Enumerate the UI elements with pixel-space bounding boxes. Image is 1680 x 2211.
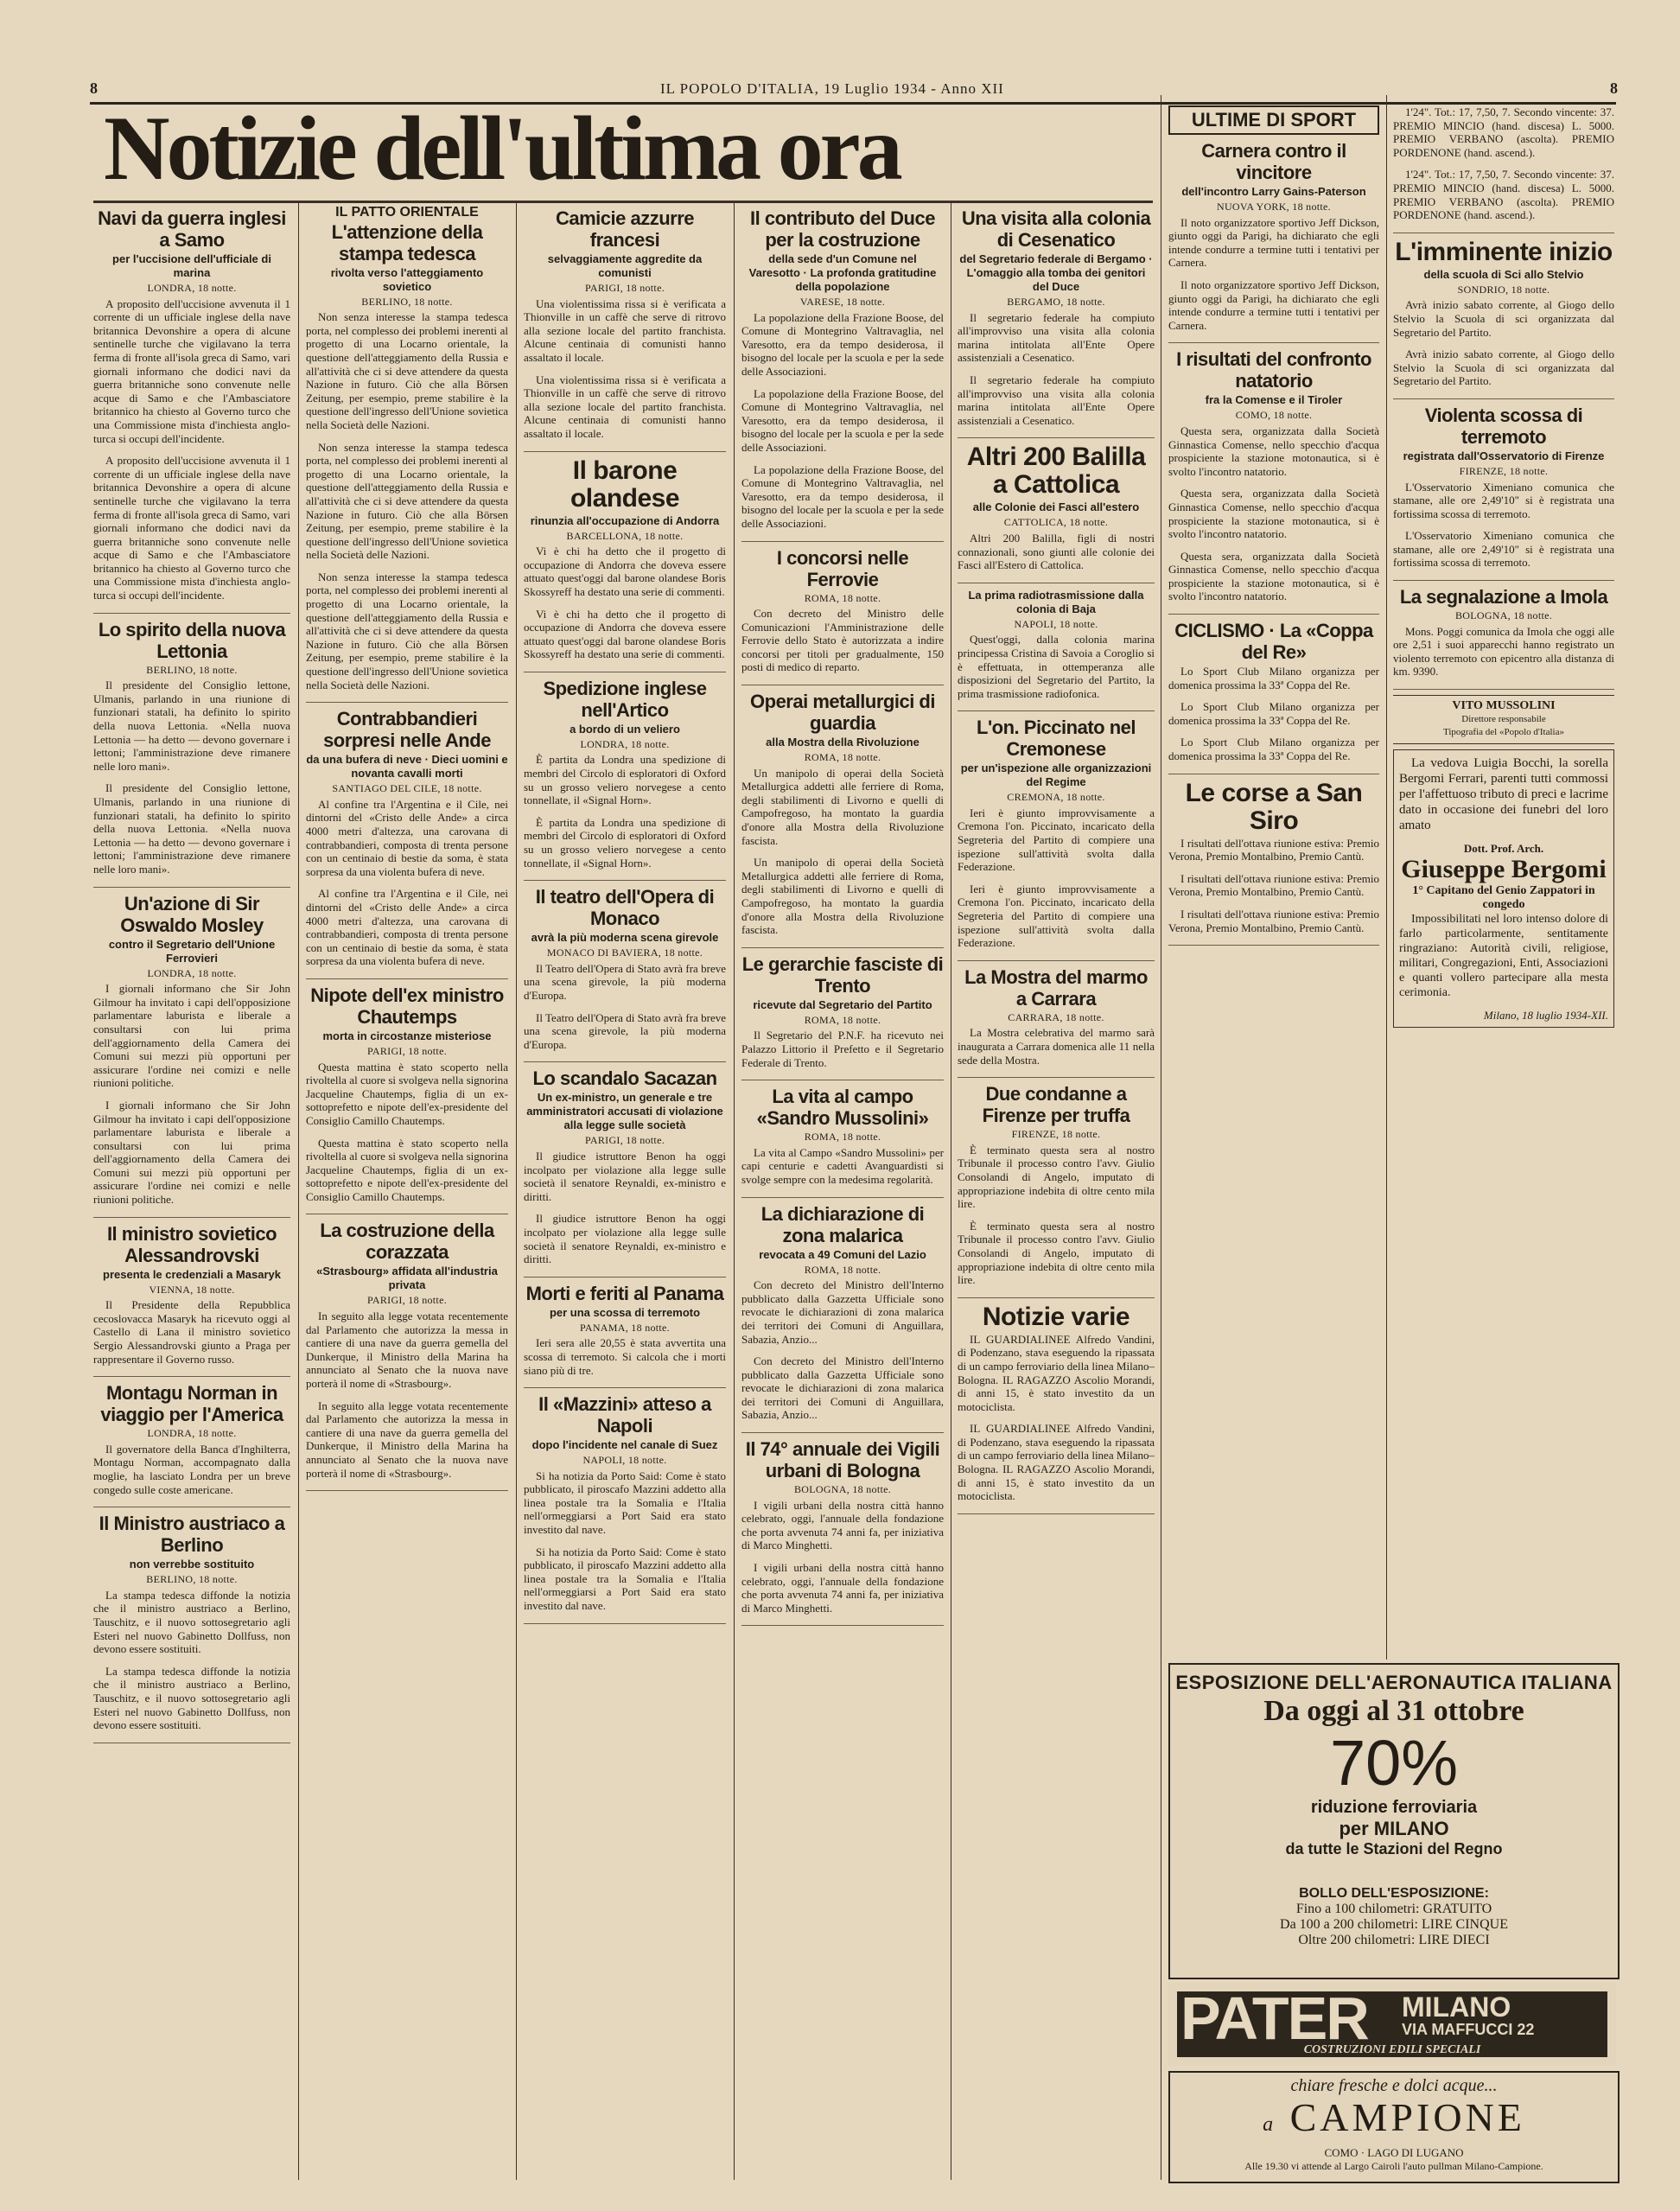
funeral-notice [1393, 749, 1614, 1028]
article [741, 547, 944, 686]
notice-intro: La vedova Luigia Bocchi, la sorella Bergomi Ferrari, parenti tutti commossi per l'affettuoso tributo di preci e lacrime dato in occasione dei funebri del loro amato [1399, 755, 1608, 832]
article [1168, 620, 1379, 774]
article-subtitle: da una bufera di neve · Dieci uomini e novanta cavalli morti [306, 753, 508, 781]
article-body: Con decreto del Ministro delle Comunicazioni l'Amministrazione delle Ferrovie dello Stato è autorizzata a indire concorsi per titoli per gradualmente, 150 posti di medico di reparto. [741, 607, 944, 674]
article [524, 1393, 726, 1624]
article-body: Non senza interesse la stampa tedesca porta, nel complesso dei problemi inerenti al progetto di una Locarno orientale, la questione dell'atteggiamento della Russia e all'attività che ci si deve attendere da questa Nazione in futuro. Ciò che alla Börsen Zeitung, per esempio, preme stabilire è la questione dell'ingresso dell'Unione sovietica nella Società delle Nazioni. [306, 440, 508, 562]
article-body: Si ha notizia da Porto Said: Come è stato pubblicato, il piroscafo Mazzini addetto alla linea postale tra la Somalia e l'Italia nell'ormeggiarsi a Port Said era stato investito dal nave. [524, 1469, 726, 1537]
article [524, 457, 726, 672]
article-body: Vi è chi ha detto che il progetto di occupazione di Andorra che doveva essere attuato quest'oggi dal barone olandese Boris Skossyreff ha destato una serie di commenti. [524, 607, 726, 661]
article [958, 717, 1155, 961]
article-title: L'on. Piccinato nel Cremonese [977, 717, 1136, 761]
article-title: Operai metallurgici di guardia [750, 691, 935, 735]
article-title: La vita al campo «Sandro Mussolini» [756, 1086, 929, 1130]
banner-headline: Notizie dell'ultima ora [104, 98, 900, 199]
article-dateline: BERLINO, 18 notte. [146, 1573, 238, 1586]
article-dateline: PARIGI, 18 notte. [367, 1044, 447, 1057]
ad-expo-title: ESPOSIZIONE DELL'AERONAUTICA ITALIANA [1175, 1672, 1613, 1693]
masthead: IL POPOLO D'ITALIA, 19 Luglio 1934 - Anno XII [660, 80, 1004, 97]
article-body: È partita da Londra una spedizione di membri del Circolo di esploratori di Oxford su un grosso veliero norvegese a cento tonnellate, il «Signal Horn». [524, 753, 726, 807]
notice-title: Dott. Prof. Arch. [1463, 841, 1544, 855]
ad-campione [1168, 2071, 1620, 2183]
article [524, 886, 726, 1062]
article-title: Navi da guerra inglesi a Samo [98, 207, 286, 251]
notice-role: 1° Capitano del Genio Zappatori in congedo [1412, 884, 1595, 911]
article-title: Camicie azzurre francesi [555, 207, 695, 251]
article-body: Non senza interesse la stampa tedesca porta, nel complesso dei problemi inerenti al progetto di una Locarno orientale, la questione dell'atteggiamento della Russia e all'attività che ci si deve attendere da questa Nazione in futuro. Ciò che alla Börsen Zeitung, per esempio, preme stabilire è la questione dell'ingresso dell'Unione sovietica nella Società delle Nazioni. [306, 310, 508, 431]
article-body: Questa mattina è stato scoperto nella rivoltella al cuore si svolgeva nella signorina Jacqueline Chautemps, figlia di un ex-sottoprefetto e nipote dell'ex-presidente del Consiglio Camillo Chautemps. [306, 1060, 508, 1127]
article-body: Con decreto del Ministro dell'Interno pubblicato dalla Gazzetta Ufficiale sono revocate le dichiarazioni di zona malarica dei territori dei Comuni di Anguillara, Sabazia, Anzio... [741, 1354, 944, 1422]
article-title: Il 74° annuale dei Vigili urbani di Bologna [745, 1438, 940, 1482]
article-body: Lo Sport Club Milano organizza per domenica prossima la 33ª Coppa del Re. [1168, 700, 1379, 727]
ad-expo-line3: da tutte le Stazioni del Regno [1285, 1840, 1503, 1857]
article-title: Il barone olandese [570, 456, 680, 513]
article-dateline: PANAMA, 18 notte. [579, 1321, 670, 1334]
article-subtitle: «Strasbourg» affidata all'industria privata [316, 1265, 498, 1292]
article-subtitle: per un'ispezione alle organizzazioni del Regime [960, 761, 1152, 789]
ad-expo-line1: riduzione ferroviaria [1310, 1798, 1478, 1817]
article-body: È partita da Londra una spedizione di membri del Circolo di esploratori di Oxford su un grosso veliero norvegese a cento tonnellate, il «Signal Horn». [524, 815, 726, 870]
ad-aeronautica [1168, 1663, 1620, 1883]
article-subtitle: dopo l'incidente nel canale di Suez [531, 1438, 718, 1452]
page-number: 8 [90, 80, 98, 97]
article-dateline: NUOVA YORK, 18 notte. [1217, 201, 1331, 213]
article-dateline: FIRENZE, 18 notte. [1459, 464, 1549, 477]
article-title: Altri 200 Balilla a Cattolica [966, 443, 1146, 500]
article-dateline: SANTIAGO DEL CILE, 18 notte. [332, 782, 482, 795]
article [93, 619, 290, 888]
article [93, 1382, 290, 1507]
article [306, 206, 508, 703]
article-dateline: PARIGI, 18 notte. [585, 282, 665, 294]
article-title: Lo scandalo Sacazan [532, 1067, 717, 1090]
article-body: IL GUARDIALINEE Alfredo Vandini, di Podenzano, stava eseguendo la ripassata di un campo ferroviario della linea Milano–Bologna. IL RAGAZZO Ascolio Morandi, di anni 15, è stato investito da un motociclista. [958, 1422, 1155, 1503]
signature-box [1393, 695, 1614, 744]
director-name: VITO MUSSOLINI [1452, 699, 1556, 713]
article-body: Si ha notizia da Porto Said: Come è stato pubblicato, il piroscafo Mazzini addetto alla linea postale tra la Somalia e l'Italia nell'ormeggiarsi a Port Said era stato investito dal nave. [524, 1545, 726, 1613]
article-dateline: CARRARA, 18 notte. [1008, 1010, 1104, 1023]
ad-expo-percent: 70% [1329, 1727, 1459, 1799]
ad-expo-b3: Oltre 200 chilometri: LIRE DIECI [1298, 1933, 1490, 1947]
article-body: I vigili urbani della nostra città hanno celebrato, oggi, l'annuale della fondazione che porta avvenuta 74 anni fa, per iniziativa di Marco Minghetti. [741, 1498, 944, 1552]
article-title: La Mostra del marmo a Carrara [964, 965, 1148, 1010]
article [524, 678, 726, 881]
article-body: Con decreto del Ministro dell'Interno pubblicato dalla Gazzetta Ufficiale sono revocate le dichiarazioni di zona malarica dei territori dei Comuni di Anguillara, Sabazia, Anzio... [741, 1278, 944, 1346]
article-body: I risultati dell'ottava riunione estiva: Premio Verona, Premio Montalbino, Premio Cantù. [1168, 836, 1379, 863]
article-kicker: IL PATTO ORIENTALE [335, 206, 479, 220]
article-dateline: ROMA, 18 notte. [804, 1013, 881, 1026]
article-dateline: NAPOLI, 18 notte. [582, 1454, 667, 1467]
article-body: Ieri è giunto improvvisamente a Cremona l'on. Piccinato, incaricato della Segreteria del Partito di compiere una ispezione sull'attività svolta dalla Federazione. [958, 806, 1155, 874]
article-body: Avrà inizio sabato corrente, al Giogo dello Stelvio la Scuola di sci organizzata dal Segretario del Partito. [1393, 347, 1614, 388]
article-dateline: LONDRA, 18 notte. [147, 966, 237, 979]
article-body: Una violentissima rissa si è verificata a Thionville in un caffè che serve di ritrovo alla sezione locale del partito franchista. Alcune centinaia di comunisti hanno assaltato il locale. [524, 296, 726, 364]
article-title: Carnera contro il vincitore [1201, 140, 1346, 183]
article [1393, 405, 1614, 581]
article-dateline: CREMONA, 18 notte. [1007, 791, 1105, 804]
article [93, 1513, 290, 1743]
notice-name: Giuseppe Bergomi [1401, 855, 1607, 884]
article [306, 1220, 508, 1491]
article-body: Il Teatro dell'Opera di Stato avrà fra breve una scena girevole, la più moderna d'Europa. [524, 1010, 726, 1051]
article-title: Lo spirito della nuova Lettonia [98, 618, 286, 662]
article-body: IL GUARDIALINEE Alfredo Vandini, di Podenzano, stava eseguendo la ripassata di un campo ferroviario della linea Milano–Bologna. IL RAGAZZO Ascolio Morandi, di anni 15, è stato investito da un motociclista. [958, 1332, 1155, 1413]
article-dateline: PARIGI, 18 notte. [585, 1134, 665, 1147]
article [1393, 239, 1614, 399]
article-body: Questa mattina è stato scoperto nella rivoltella al cuore si svolgeva nella signorina Jacqueline Chautemps, figlia di un ex-sottoprefetto e nipote dell'ex-presidente del Consiglio Camillo Chautemps. [306, 1136, 508, 1203]
article-body: I giornali informano che Sir John Gilmour ha invitato i capi dell'opposizione parlamentare laburista e liberale a consultarsi con lui prima dell'aggiornamento della Camera dei Comuni sui mezzi più opportuni per assicurare l'ordine nei comizi e nelle riunioni politiche. [93, 1098, 290, 1207]
article-body: La stampa tedesca diffonde la notizia che il ministro austriaco a Berlino, Tauschitz, e il nuovo sottosegretario agli Esteri nel nuovo Gabinetto Dollfuss, non devono essere sostituiti. [93, 1588, 290, 1656]
article-body: Il Teatro dell'Opera di Stato avrà fra breve una scena girevole, la più moderna d'Europa. [524, 961, 726, 1002]
article-dateline: LONDRA, 18 notte. [147, 1427, 237, 1440]
article-title: La segnalazione a Imola [1399, 586, 1608, 609]
article-dateline: SONDRIO, 18 notte. [1457, 283, 1550, 296]
article [524, 1283, 726, 1388]
article-subtitle: selvaggiamente aggredite da comunisti [547, 252, 703, 279]
ad-pater [1168, 1983, 1616, 2066]
article-subtitle: dell'incontro Larry Gains-Paterson [1181, 185, 1366, 198]
ad-pater-city: MILANO [1402, 1991, 1511, 2023]
article-body: Avrà inizio sabato corrente, al Giogo dello Stelvio la Scuola di sci organizzata dal Segretario del Partito. [1393, 298, 1614, 339]
article-subtitle: ricevute dal Segretario del Partito [753, 997, 932, 1011]
article [306, 984, 508, 1215]
ad-pater-brand: PATER [1180, 1985, 1368, 2052]
article-body: Vi è chi ha detto che il progetto di occupazione di Andorra che doveva essere attuato quest'oggi dal barone olandese Boris Skossyreff ha destato una serie di commenti. [524, 545, 726, 598]
article [93, 1223, 290, 1378]
article-body: In seguito alla legge votata recentemente dal Parlamento che autorizza la messa in cantiere di una nave da guerra gemella del Dunkerque, il Ministro della Marina ha annunciato al Senato che la nuova nave porterà il nome di «Strasbourg». [306, 1309, 508, 1391]
article-title: Le gerarchie fasciste di Trento [741, 953, 944, 997]
article-body: Il segretario federale ha compiuto all'improvviso una visita alla colonia marina intitolata all'Ente Opere assistenziali a Cesenatico. [958, 373, 1155, 427]
article-dateline: BOLOGNA, 18 notte. [793, 1483, 892, 1496]
article-dateline: BARCELLONA, 18 notte. [566, 529, 684, 542]
article-title: Violenta scossa di terremoto [1424, 404, 1583, 448]
article [93, 207, 290, 614]
printer-name: Tipografia del «Popolo d'Italia» [1443, 727, 1564, 738]
article-title: CICLISMO · La «Coppa del Re» [1174, 620, 1373, 664]
article-body: Il Segretario del P.N.F. ha ricevuto nei Palazzo Littorio il Prefetto e il Segretario Federale di Trento. [741, 1029, 944, 1069]
article [741, 1203, 944, 1434]
article-body: I risultati dell'ottava riunione estiva: Premio Verona, Premio Montalbino, Premio Cantù. [1168, 908, 1379, 934]
article-title: I concorsi nelle Ferrovie [776, 546, 909, 590]
article-dateline: LONDRA, 18 notte. [580, 737, 670, 750]
article [741, 691, 944, 948]
article-title: Il contributo del Duce per la costruzione [750, 207, 935, 251]
article-subtitle: rivolta verso l'atteggiamento sovietico [330, 265, 484, 293]
article-body: Mons. Poggi comunica da Imola che oggi alle ore 2,51 i suoi apparecchi hanno registrato un violento terremoto con epicentro alla distanza di km. 9390. [1393, 624, 1614, 679]
article-dateline: NAPOLI, 18 notte. [1014, 617, 1098, 630]
article-subtitle: alle Colonie dei Fasci all'estero [972, 500, 1140, 514]
article-subtitle: morta in circostanze misteriose [322, 1029, 492, 1042]
article-title: Nipote dell'ex ministro Chautemps [310, 984, 504, 1028]
article [741, 207, 944, 542]
article-subtitle: della sede d'un Comune nel Varesotto · La profonda gratitudine della popolazione [748, 252, 937, 293]
ad-aeronautica-bollo [1168, 1881, 1620, 1979]
article-title: Il teatro dell'Opera di Monaco [535, 886, 715, 930]
article-body: L'Osservatorio Ximeniano comunica che stamane, alle ore 2,49'10" si è registrata una fortissima scossa di terremoto. [1393, 529, 1614, 570]
article-body: La popolazione della Frazione Boose, del Comune di Montegrino Valtravaglia, nel Varesotto, era da tempo desiderosa, il bisogno del locale per la scuola e per la sede delle Associazioni. [741, 310, 944, 378]
ad-expo-bollo: BOLLO DELL'ESPOSIZIONE: [1299, 1886, 1489, 1901]
banner-rule [93, 201, 1153, 203]
article-body: La popolazione della Frazione Boose, del Comune di Montegrino Valtravaglia, nel Varesotto, era da tempo desiderosa, il bisogno del locale per la scuola e per la sede delle Associazioni. [741, 386, 944, 454]
article-subtitle: presenta le credenziali a Masaryk [103, 1267, 281, 1281]
ad-expo-dates: Da oggi al 31 ottobre [1263, 1695, 1524, 1727]
column-4 [741, 206, 944, 2176]
article-body: Il segretario federale ha compiuto all'improvviso una visita alla colonia marina intitolata all'Ente Opere assistenziali a Cesenatico. [958, 310, 1155, 365]
article [958, 1303, 1155, 1514]
article-subtitle: contro il Segretario dell'Unione Ferrovieri [108, 937, 276, 965]
article-title: Una visita alla colonia di Cesenatico [961, 207, 1151, 251]
ad-campione-place: COMO · LAGO DI LUGANO [1324, 2146, 1464, 2159]
article-title: Le corse a San Siro [1185, 778, 1363, 835]
article-body: È terminato questa sera al nostro Tribunale il processo contro l'avv. Giulio Consolandi di Angelo, imputato di appropriazione indebita di oltre cento mila lire. [958, 1219, 1155, 1287]
article-body: Ieri sera alle 20,55 è stata avvertita una scossa di terremoto. Si calcola che i morti siano più di tre. [524, 1336, 726, 1377]
article-title: La prima radiotrasmissione dalla colonia di Baja [968, 588, 1144, 615]
article-body: I risultati dell'ottava riunione estiva: Premio Verona, Premio Montalbino, Premio Cantù. [1168, 871, 1379, 899]
ad-pater-street: VIA MAFFUCCI 22 [1402, 2021, 1535, 2038]
article [958, 207, 1155, 438]
page-number-right: 8 [1610, 80, 1618, 97]
article-body: Non senza interesse la stampa tedesca porta, nel complesso dei problemi inerenti al progetto di una Locarno orientale, la questione dell'atteggiamento della Russia e all'attività che ci si deve attendere da questa Nazione in futuro. Ciò che alla Börsen Zeitung, per esempio, preme stabilire è la questione dell'ingresso dell'Unione sovietica nella Società delle Nazioni. [306, 570, 508, 691]
article-dateline: CATTOLICA, 18 notte. [1003, 516, 1109, 529]
article-body: Il noto organizzatore sportivo Jeff Dickson, giunto oggi da Parigi, ha dichiarato che egli intende condurre a termine tutti i tentativi per Carnera. [1168, 215, 1379, 270]
article-body: I vigili urbani della nostra città hanno celebrato, oggi, l'annuale della fondazione che porta avvenuta 74 anni fa, per iniziativa di Marco Minghetti. [741, 1561, 944, 1615]
article-body: Il presidente del Consiglio lettone, Ulmanis, parlando in una riunione di funzionari statali, ha definito lo spirito della nuova Lettonia. «Nella nuova Lettonia — ha detto — devono governare i lettoni; l'amministrazione deve rimanere nelle loro mani». [93, 679, 290, 773]
sport-column [1168, 105, 1379, 1653]
column-rule [734, 201, 735, 2180]
article-subtitle: rinunzia all'occupazione di Andorra [530, 513, 720, 527]
article-body: Al confine tra l'Argentina e il Cile, nei dintorni del «Cristo delle Ande» a circa 4000 metri d'altezza, una carovana di contrabbandieri, composta di trenta persone con un centinaio di bestie da soma, è stata sorpresa da una violenta bufera di neve. [306, 797, 508, 878]
article-dateline: VARESE, 18 notte. [799, 296, 886, 308]
article-subtitle: avrà la più moderna scena girevole [531, 931, 719, 945]
article-subtitle: Un ex-ministro, un generale e tre amministratori accusati di violazione alla legge sulle società [526, 1091, 723, 1132]
column-rule [298, 201, 299, 2180]
article-body: 1'24". Tot.: 17, 7,50, 7. Secondo vincente: 37. PREMIO MINCIO (hand. discesa) L. 5000. PREMIO VERBANO (ascolta). PREMIO PORDENONE (hand. ascend.). [1393, 105, 1614, 159]
article-subtitle: alla Mostra della Rivoluzione [766, 736, 920, 749]
article-subtitle: non verrebbe sostituito [129, 1558, 255, 1571]
article-dateline: FIRENZE, 18 notte. [1011, 1128, 1101, 1141]
article-body: Ieri è giunto improvvisamente a Cremona l'on. Piccinato, incaricato della Segreteria del Partito di compiere una ispezione sull'attività svolta dalla Federazione. [958, 882, 1155, 950]
article [93, 893, 290, 1218]
article [306, 708, 508, 979]
article-title: La costruzione della corazzata [320, 1220, 494, 1264]
article-body: La popolazione della Frazione Boose, del Comune di Montegrino Valtravaglia, nel Varesotto, era da tempo desiderosa, il bisogno del locale per la scuola e per la sede delle Associazioni. [741, 462, 944, 530]
article-dateline: BOLOGNA, 18 notte. [1454, 609, 1553, 622]
article [741, 953, 944, 1080]
article-body: In seguito alla legge votata recentemente dal Parlamento che autorizza la messa in cantiere di una nave da guerra gemella del Dunkerque, il Ministro della Marina ha annunciato al Senato che la nuova nave porterà il nome di «Strasbourg». [306, 1399, 508, 1480]
article [1393, 105, 1614, 233]
ad-campione-name: a CAMPIONE [1263, 2095, 1525, 2139]
article-body: Lo Sport Club Milano organizza per domenica prossima la 33ª Coppa del Re. [1168, 736, 1379, 763]
article [1168, 780, 1379, 946]
article [524, 1067, 726, 1277]
article-body: Un manipolo di operai della Società Metallurgica addetti alle ferriere di Roma, degli stabilimenti di Livorno e quelli di Campofregoso, ha montato la guardia d'onore alla Mostra della Rivoluzione fascista. [741, 766, 944, 847]
article-dateline: ROMA, 18 notte. [804, 1263, 881, 1276]
article-subtitle: della scuola di Sci allo Stelvio [1423, 267, 1584, 281]
article-body: Il giudice istruttore Benon ha oggi incolpato per violazione alla legge sulle società il senatore Reynaldi, ex-ministro e diritti. [524, 1212, 726, 1266]
article-body: Il giudice istruttore Benon ha oggi incolpato per violazione alla legge sulle società il senatore Reynaldi, ex-ministro e diritti. [524, 1149, 726, 1203]
article-subtitle: del Segretario federale di Bergamo · L'omaggio alla tomba dei genitori del Duce [959, 252, 1153, 293]
article-title: Notizie varie [982, 1302, 1130, 1331]
ad-expo-b1: Fino a 100 chilometri: GRATUITO [1295, 1902, 1492, 1916]
article-subtitle: revocata a 49 Comuni del Lazio [759, 1247, 926, 1261]
article-body: Altri 200 Balilla, figli di nostri connazionali, sono giunti alle colonie dei Fasci all'Estero di Cattolica. [958, 531, 1155, 572]
article-title: La dichiarazione di zona malarica [760, 1202, 925, 1246]
column-rule [516, 201, 517, 2180]
article [1168, 140, 1379, 343]
article-subtitle: registrata dall'Osservatorio di Firenze [1403, 449, 1605, 462]
article-body: La Mostra celebrativa del marmo sarà inaugurata a Carrara domenica alle 11 nella sede della Mostra. [958, 1026, 1155, 1067]
article-dateline: ROMA, 18 notte. [804, 751, 881, 764]
article-dateline: LONDRA, 18 notte. [147, 282, 237, 294]
article-title: Contrabbandieri sorpresi nelle Ande [323, 708, 491, 752]
article-dateline: BERGAMO, 18 notte. [1007, 296, 1105, 308]
column-rule [1386, 95, 1387, 1660]
article-title: L'imminente inizio [1395, 237, 1613, 266]
article-body: 1'24". Tot.: 17, 7,50, 7. Secondo vincente: 37. PREMIO MINCIO (hand. discesa) L. 5000. PREMIO VERBANO (ascolta). PREMIO PORDENONE (hand. ascend.). [1393, 168, 1614, 222]
article-title: Il «Mazzini» atteso a Napoli [538, 1393, 711, 1437]
article-title: L'attenzione della stampa tedesca [331, 220, 483, 264]
sport-heading-box [1168, 105, 1379, 135]
article-subtitle: fra la Comense e il Tiroler [1205, 393, 1343, 407]
article-body: La vita al Campo «Sandro Mussolini» per capi centurie e cadetti Avanguardisti si svolge sempre con la medesima regolarità. [741, 1145, 944, 1186]
article [1393, 586, 1614, 690]
ad-pater-tag: COSTRUZIONI EDILI SPECIALI [1303, 2043, 1481, 2056]
column-7 [1393, 105, 1614, 1653]
article-body: A proposito dell'uccisione avvenuta il 1 corrente di un ufficiale inglese della nave britannica Devonshire a opera di alcune sentinelle turche che vigilavano la terra ferma di fronte all'isola greca di Samo, vari giornali informano che dodici navi da guerra britanniche sono convenute nelle acque di Samo e che l'Ambasciatore britannico ha chiesto al Governo turco che una Commissione mista d'inchiesta anglo-turca si occupi dell'incidente. [93, 454, 290, 602]
article-body: La stampa tedesca diffonde la notizia che il ministro austriaco a Berlino, Tauschitz, e il nuovo sottosegretario agli Esteri nel nuovo Gabinetto Dollfuss, non devono essere sostituiti. [93, 1664, 290, 1732]
article [524, 207, 726, 452]
article-title: Un'azione di Sir Oswaldo Mosley [120, 892, 264, 936]
article [958, 589, 1155, 712]
article [741, 1086, 944, 1197]
article-title: Il ministro sovietico Alessandrovski [106, 1222, 277, 1266]
article-body: Questa sera, organizzata dalla Società Ginnastica Comense, nello specchio d'acqua prospiciente la stazione motonautica, si è svolto l'incontro natatorio. [1168, 424, 1379, 478]
article-dateline: MONACO DI BAVIERA, 18 notte. [546, 946, 703, 959]
sport-heading: ULTIME DI SPORT [1191, 109, 1357, 131]
article-title: Montagu Norman in viaggio per l'America [100, 1382, 283, 1426]
article-title: Il Ministro austriaco a Berlino [99, 1513, 285, 1557]
notice-body: Impossibilitati nel loro intenso dolore di farlo particolarmente, sentitamente ringraziano: Autorità civili, religiose, militari, Congregazioni, Enti, Associazioni e quanti vollero partecipare alla mesta cerimonia. [1399, 912, 1608, 999]
ad-campione-bus: Alle 19.30 vi attende al Largo Cairoli l'auto pullman Milano-Campione. [1244, 2160, 1543, 2172]
director-role: Direttore responsabile [1461, 713, 1546, 724]
article-title: Morti e feriti al Panama [525, 1282, 724, 1304]
article-subtitle: per l'uccisione dell'ufficiale di marina [112, 252, 271, 279]
article-body: Lo Sport Club Milano organizza per domenica prossima la 33ª Coppa del Re. [1168, 665, 1379, 691]
notice-date: Milano, 18 luglio 1934-XII. [1483, 1008, 1608, 1022]
ad-expo-line2: per MILANO [1339, 1818, 1449, 1839]
ad-expo-b2: Da 100 a 200 chilometri: LIRE CINQUE [1280, 1917, 1508, 1932]
article [958, 966, 1155, 1078]
article-subtitle: per una scossa di terremoto [549, 1305, 701, 1319]
article-title: Due condanne a Firenze per truffa [982, 1083, 1130, 1127]
article-dateline: BERLINO, 18 notte. [146, 663, 238, 676]
article-body: Questa sera, organizzata dalla Società Ginnastica Comense, nello specchio d'acqua prospiciente la stazione motonautica, si è svolto l'incontro natatorio. [1168, 487, 1379, 541]
article-body: Il noto organizzatore sportivo Jeff Dickson, giunto oggi da Parigi, ha dichiarato che egli intende condurre a termine tutti i tentativi per Carnera. [1168, 277, 1379, 332]
column-2 [306, 206, 508, 2176]
article [958, 443, 1155, 583]
article-body: I giornali informano che Sir John Gilmour ha invitato i capi dell'opposizione parlamentare laburista e liberale a consultarsi con lui prima dell'aggiornamento della Camera dei Comuni sui mezzi più opportuni per assicurare l'ordine nei comizi e nelle riunioni politiche. [93, 982, 290, 1090]
article-subtitle: a bordo di un veliero [570, 722, 680, 736]
article-dateline: ROMA, 18 notte. [804, 1131, 881, 1144]
article-body: Al confine tra l'Argentina e il Cile, nei dintorni del «Cristo delle Ande» a circa 4000 metri d'altezza, una carovana di contrabbandieri, composta di trenta persone con un centinaio di bestie da soma, è stata sorpresa da una violenta bufera di neve. [306, 887, 508, 968]
article-body: Il presidente del Consiglio lettone, Ulmanis, parlando in una riunione di funzionari statali, ha definito lo spirito della nuova Lettonia. «Nella nuova Lettonia — ha detto — devono governare i lettoni; l'amministrazione deve rimanere nelle loro mani». [93, 781, 290, 876]
article-dateline: COMO, 18 notte. [1235, 409, 1313, 422]
article [741, 1438, 944, 1626]
column-1 [93, 206, 290, 2176]
article-body: Il Presidente della Repubblica cecoslovacca Masaryk ha ricevuto oggi al Castello di Lana il ministro sovietico Sergio Alessandrovski giunto a Praga per rappresentare il Governo russo. [93, 1298, 290, 1366]
article-title: Spedizione inglese nell'Artico [543, 677, 707, 721]
article-body: Quest'oggi, dalla colonia marina principessa Cristina di Savoia a Coroglio si è effettuata, in ottemperanza alle disposizioni del Segretario del Partito, la prima trasmissione radiofonica. [958, 633, 1155, 700]
column-3 [524, 206, 726, 2176]
article-body: A proposito dell'uccisione avvenuta il 1 corrente di un ufficiale inglese della nave britannica Devonshire a opera di alcune sentinelle turche che vigilavano la terra ferma di fronte all'isola greca di Samo, vari giornali informano che dodici navi da guerra britanniche sono convenute nelle acque di Samo e che l'Ambasciatore britannico ha chiesto al Governo turco che una Commissione mista d'inchiesta anglo-turca si occupi dell'incidente. [93, 296, 290, 445]
article-body: Questa sera, organizzata dalla Società Ginnastica Comense, nello specchio d'acqua prospiciente la stazione motonautica, si è svolto l'incontro natatorio. [1168, 549, 1379, 603]
article-dateline: ROMA, 18 notte. [804, 591, 881, 604]
ad-campione-tag: chiare fresche e dolci acque... [1290, 2076, 1498, 2095]
article-body: L'Osservatorio Ximeniano comunica che stamane, alle ore 2,49'10" si è registrata una fortissima scossa di terremoto. [1393, 480, 1614, 520]
article [958, 1083, 1155, 1298]
article-dateline: PARIGI, 18 notte. [367, 1294, 447, 1307]
column-5 [958, 206, 1155, 2176]
article-body: È terminato questa sera al nostro Tribunale il processo contro l'avv. Giulio Consolandi di Angelo, imputato di appropriazione indebita di oltre cento mila lire. [958, 1143, 1155, 1211]
article-dateline: VIENNA, 18 notte. [149, 1283, 235, 1296]
article-body: Il governatore della Banca d'Inghilterra, Montagu Norman, accompagnato dalla moglie, ha lasciato Londra per un breve congedo sulle coste americane. [93, 1442, 290, 1496]
article-body: Una violentissima rissa si è verificata a Thionville in un caffè che serve di ritrovo alla sezione locale del partito franchista. Alcune centinaia di comunisti hanno assaltato il locale. [524, 373, 726, 440]
article-body: Un manipolo di operai della Società Metallurgica addetti alle ferriere di Roma, degli stabilimenti di Livorno e quelli di Campofregoso, ha montato la guardia d'onore alla Mostra della Rivoluzione fascista. [741, 856, 944, 937]
article-title: I risultati del confronto natatorio [1176, 348, 1371, 392]
article-dateline: BERLINO, 18 notte. [361, 295, 453, 308]
article [1168, 348, 1379, 615]
